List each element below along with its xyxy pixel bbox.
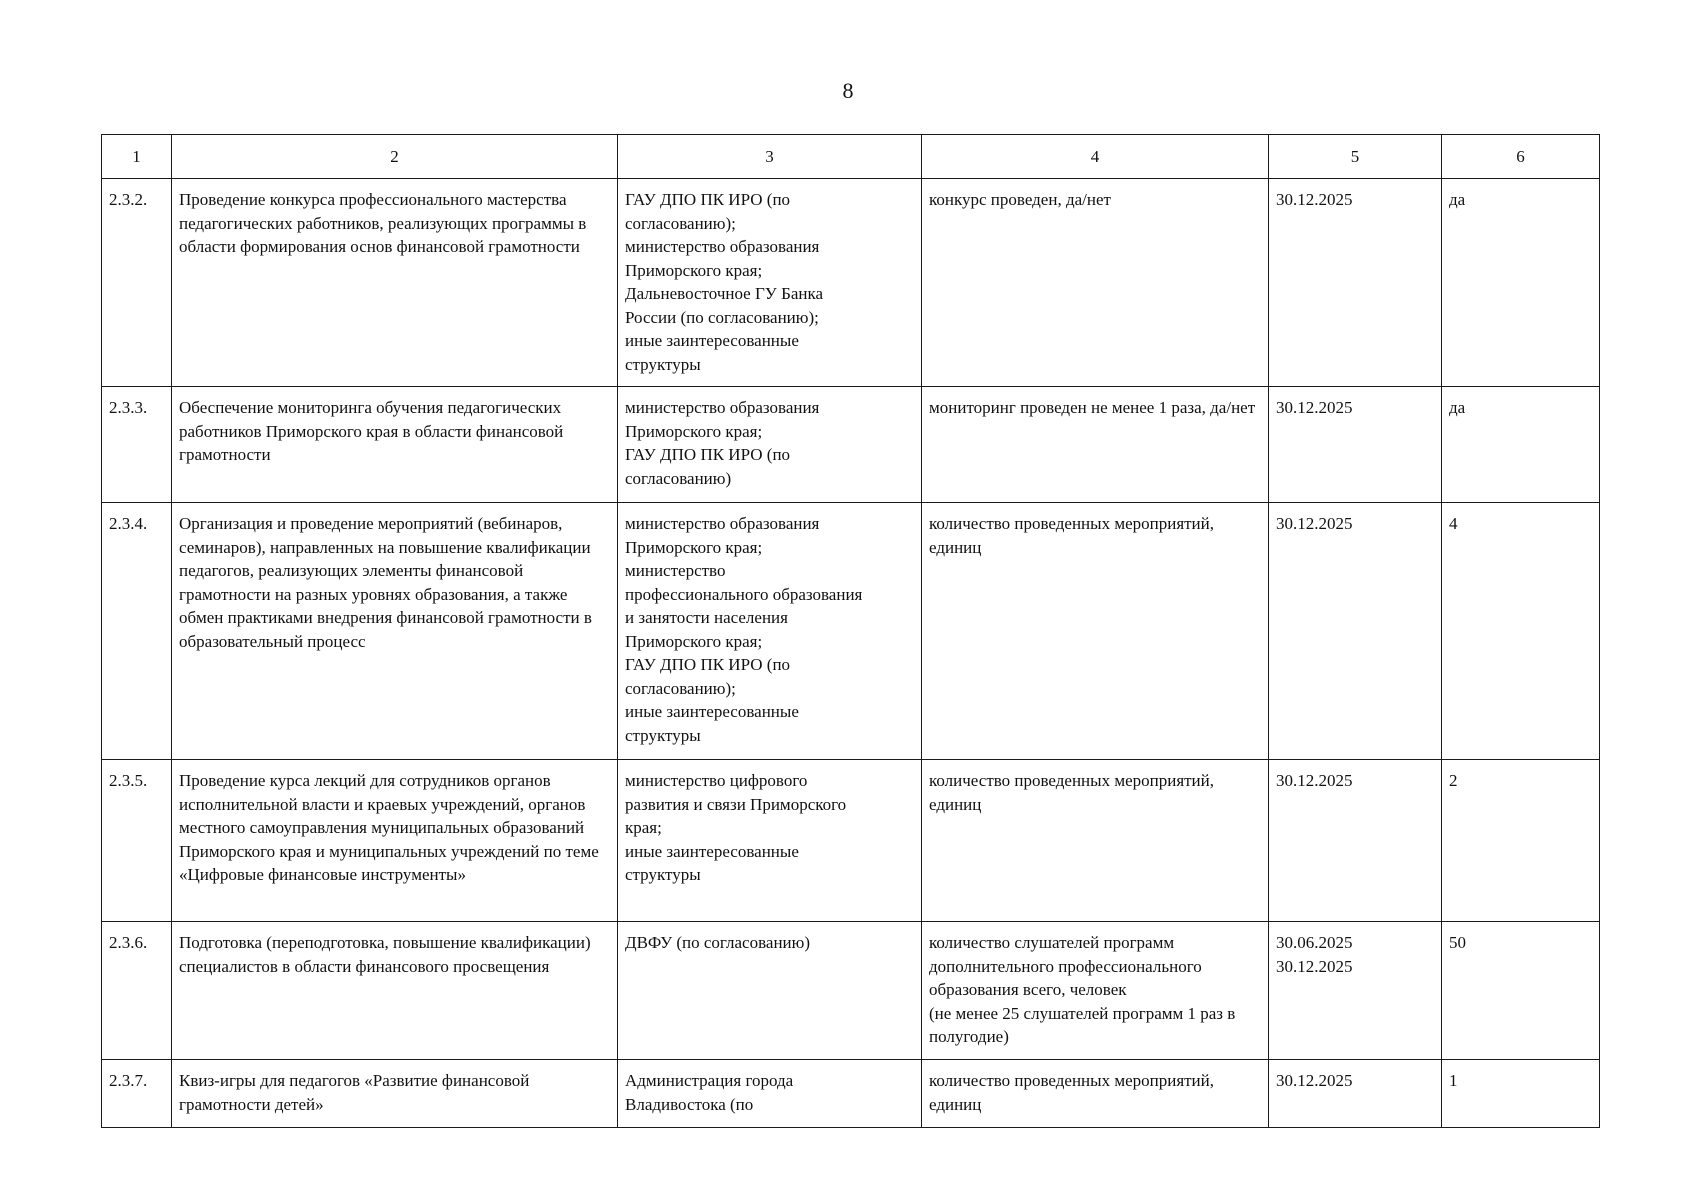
executors-cell: министерство образования Приморского края; ГАУ ДПО ПК ИРО (по согласованию) <box>618 387 922 503</box>
row-number: 2.3.2. <box>102 179 172 387</box>
column-header: 2 <box>172 135 618 179</box>
activity-cell: Проведение курса лекций для сотрудников органов исполнительной власти и краевых учреждений, органов местного самоуправления муниципальных образований Приморского края и муниципальных учреждений по теме «Цифровые финансовые инструменты» <box>172 760 618 922</box>
activity-cell: Обеспечение мониторинга обучения педагогических работников Приморского края в области финансовой грамотности <box>172 387 618 503</box>
date-cell: 30.12.2025 <box>1269 1060 1442 1128</box>
column-header: 1 <box>102 135 172 179</box>
activity-cell: Проведение конкурса профессионального мастерства педагогических работников, реализующих программы в области формирования основ финансовой грамотности <box>172 179 618 387</box>
row-number: 2.3.4. <box>102 503 172 760</box>
executors-cell: ДВФУ (по согласованию) <box>618 922 922 1060</box>
executors-cell: ГАУ ДПО ПК ИРО (по согласованию); министерство образования Приморского края; Дальневосточное ГУ Банка России (по согласованию); иные заинтересованные структуры <box>618 179 922 387</box>
table-row <box>102 387 1600 503</box>
indicator-cell: количество слушателей программ дополнительного профессионального образования всего, человек (не менее 25 слушателей программ 1 раз в полугодие) <box>922 922 1269 1060</box>
date-cell: 30.12.2025 <box>1269 387 1442 503</box>
table-row <box>102 760 1600 922</box>
executors-cell: Администрация города Владивостока (по <box>618 1060 922 1128</box>
value-cell: да <box>1442 387 1600 503</box>
date-cell: 30.06.2025 30.12.2025 <box>1269 922 1442 1060</box>
value-cell: да <box>1442 179 1600 387</box>
indicator-cell: количество проведенных мероприятий, единиц <box>922 503 1269 760</box>
activity-cell: Подготовка (переподготовка, повышение квалификации) специалистов в области финансового просвещения <box>172 922 618 1060</box>
column-header: 5 <box>1269 135 1442 179</box>
table-row <box>102 922 1600 1060</box>
value-cell: 4 <box>1442 503 1600 760</box>
value-cell: 50 <box>1442 922 1600 1060</box>
executors-cell: министерство цифрового развития и связи Приморского края; иные заинтересованные структуры <box>618 760 922 922</box>
activity-cell: Организация и проведение мероприятий (вебинаров, семинаров), направленных на повышение квалификации педагогов, реализующих элементы финансовой грамотности на разных уровнях образования, а также обмен практиками внедрения финансовой грамотности в образовательный процесс <box>172 503 618 760</box>
indicator-cell: количество проведенных мероприятий, единиц <box>922 1060 1269 1128</box>
table-row <box>102 1060 1600 1128</box>
column-header: 4 <box>922 135 1269 179</box>
indicator-cell: количество проведенных мероприятий, единиц <box>922 760 1269 922</box>
table-header-row <box>102 135 1600 179</box>
table-row <box>102 179 1600 387</box>
date-cell: 30.12.2025 <box>1269 503 1442 760</box>
page-number: 8 <box>842 78 854 103</box>
column-header: 3 <box>618 135 922 179</box>
row-number: 2.3.7. <box>102 1060 172 1128</box>
row-number: 2.3.5. <box>102 760 172 922</box>
row-number: 2.3.3. <box>102 387 172 503</box>
value-cell: 2 <box>1442 760 1600 922</box>
indicator-cell: конкурс проведен, да/нет <box>922 179 1269 387</box>
activities-table <box>101 134 1600 1128</box>
column-header: 6 <box>1442 135 1600 179</box>
indicator-cell: мониторинг проведен не менее 1 раза, да/нет <box>922 387 1269 503</box>
activity-cell: Квиз-игры для педагогов «Развитие финансовой грамотности детей» <box>172 1060 618 1128</box>
table-row <box>102 503 1600 760</box>
value-cell: 1 <box>1442 1060 1600 1128</box>
date-cell: 30.12.2025 <box>1269 179 1442 387</box>
executors-cell: министерство образования Приморского края; министерство профессионального образования и занятости населения Приморского края; ГАУ ДПО ПК ИРО (по согласованию); иные заинтересованные структуры <box>618 503 922 760</box>
row-number: 2.3.6. <box>102 922 172 1060</box>
date-cell: 30.12.2025 <box>1269 760 1442 922</box>
